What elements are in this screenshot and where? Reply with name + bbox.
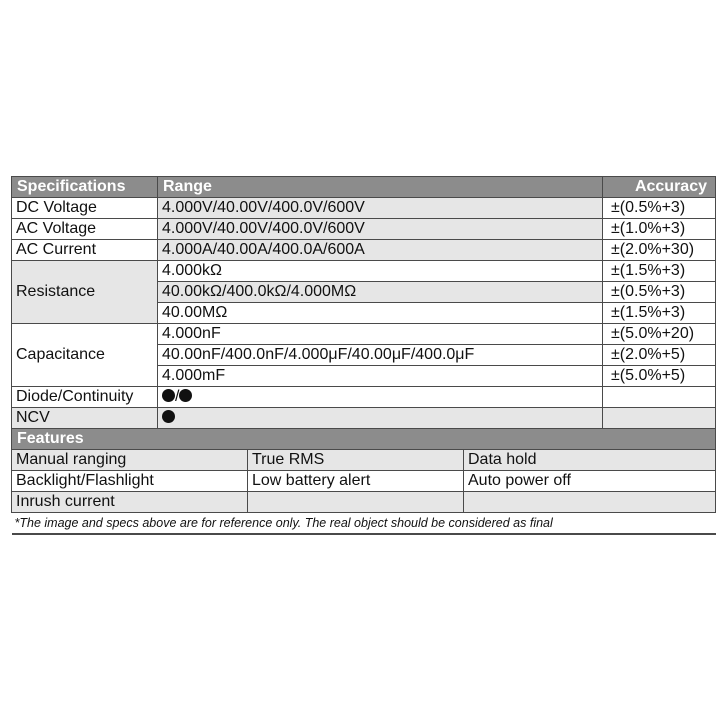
resistance-range-2: 40.00kΩ/400.0kΩ/4.000MΩ — [158, 282, 603, 303]
table-row — [12, 240, 716, 261]
capacitance-range-3: 4.000mF — [158, 366, 603, 387]
ac-voltage-label: AC Voltage — [12, 219, 158, 240]
capacitance-label: Capacitance — [12, 324, 158, 387]
filled-dot-icon — [162, 389, 175, 402]
feature-manual-ranging: Manual ranging — [12, 449, 248, 470]
capacitance-accuracy-3: ±(5.0%+5) — [603, 366, 716, 387]
feature-inrush-current: Inrush current — [12, 491, 248, 512]
capacitance-range-2: 40.00nF/400.0nF/4.000μF/40.00μF/400.0μF — [158, 345, 603, 366]
resistance-accuracy-3: ±(1.5%+3) — [603, 303, 716, 324]
features-table — [11, 428, 716, 535]
capacitance-accuracy-1: ±(5.0%+20) — [603, 324, 716, 345]
feature-backlight: Backlight/Flashlight — [12, 470, 248, 491]
diode-continuity-accuracy — [603, 387, 716, 408]
feature-low-battery: Low battery alert — [248, 470, 464, 491]
header-specifications: Specifications — [12, 177, 158, 198]
diode-continuity-label: Diode/Continuity — [12, 387, 158, 408]
slash-separator: / — [175, 388, 180, 405]
ac-voltage-range: 4.000V/40.00V/400.0V/600V — [158, 219, 603, 240]
filled-dot-icon — [179, 389, 192, 402]
table-row — [12, 261, 716, 282]
spec-header-row — [12, 177, 716, 198]
filled-dot-icon — [162, 410, 175, 423]
resistance-accuracy-1: ±(1.5%+3) — [603, 261, 716, 282]
ac-current-accuracy: ±(2.0%+30) — [603, 240, 716, 261]
table-row — [12, 491, 716, 512]
dc-voltage-label: DC Voltage — [12, 198, 158, 219]
ncv-symbol — [158, 408, 603, 429]
ncv-label: NCV — [12, 408, 158, 429]
disclaimer-note: *The image and specs above are for reference only. The real object should be considered as final — [12, 512, 716, 534]
feature-empty-2 — [464, 491, 716, 512]
header-range: Range — [158, 177, 603, 198]
feature-empty-1 — [248, 491, 464, 512]
features-header-row — [12, 428, 716, 449]
table-row — [12, 470, 716, 491]
ncv-accuracy — [603, 408, 716, 429]
ac-current-range: 4.000A/40.00A/400.0A/600A — [158, 240, 603, 261]
resistance-range-3: 40.00MΩ — [158, 303, 603, 324]
table-row — [12, 387, 716, 408]
table-row — [12, 324, 716, 345]
note-row — [12, 512, 716, 534]
resistance-range-1: 4.000kΩ — [158, 261, 603, 282]
resistance-label: Resistance — [12, 261, 158, 324]
table-row — [12, 198, 716, 219]
table-row — [12, 219, 716, 240]
table-row — [12, 449, 716, 470]
features-title: Features — [12, 428, 716, 449]
diode-continuity-symbols — [158, 387, 603, 408]
ac-voltage-accuracy: ±(1.0%+3) — [603, 219, 716, 240]
dc-voltage-accuracy: ±(0.5%+3) — [603, 198, 716, 219]
spec-sheet — [11, 176, 715, 535]
capacitance-accuracy-2: ±(2.0%+5) — [603, 345, 716, 366]
header-accuracy: Accuracy — [603, 177, 716, 198]
dc-voltage-range: 4.000V/40.00V/400.0V/600V — [158, 198, 603, 219]
capacitance-range-1: 4.000nF — [158, 324, 603, 345]
feature-true-rms: True RMS — [248, 449, 464, 470]
resistance-accuracy-2: ±(0.5%+3) — [603, 282, 716, 303]
table-row — [12, 408, 716, 429]
feature-data-hold: Data hold — [464, 449, 716, 470]
feature-auto-power-off: Auto power off — [464, 470, 716, 491]
spec-table — [11, 176, 716, 429]
ac-current-label: AC Current — [12, 240, 158, 261]
